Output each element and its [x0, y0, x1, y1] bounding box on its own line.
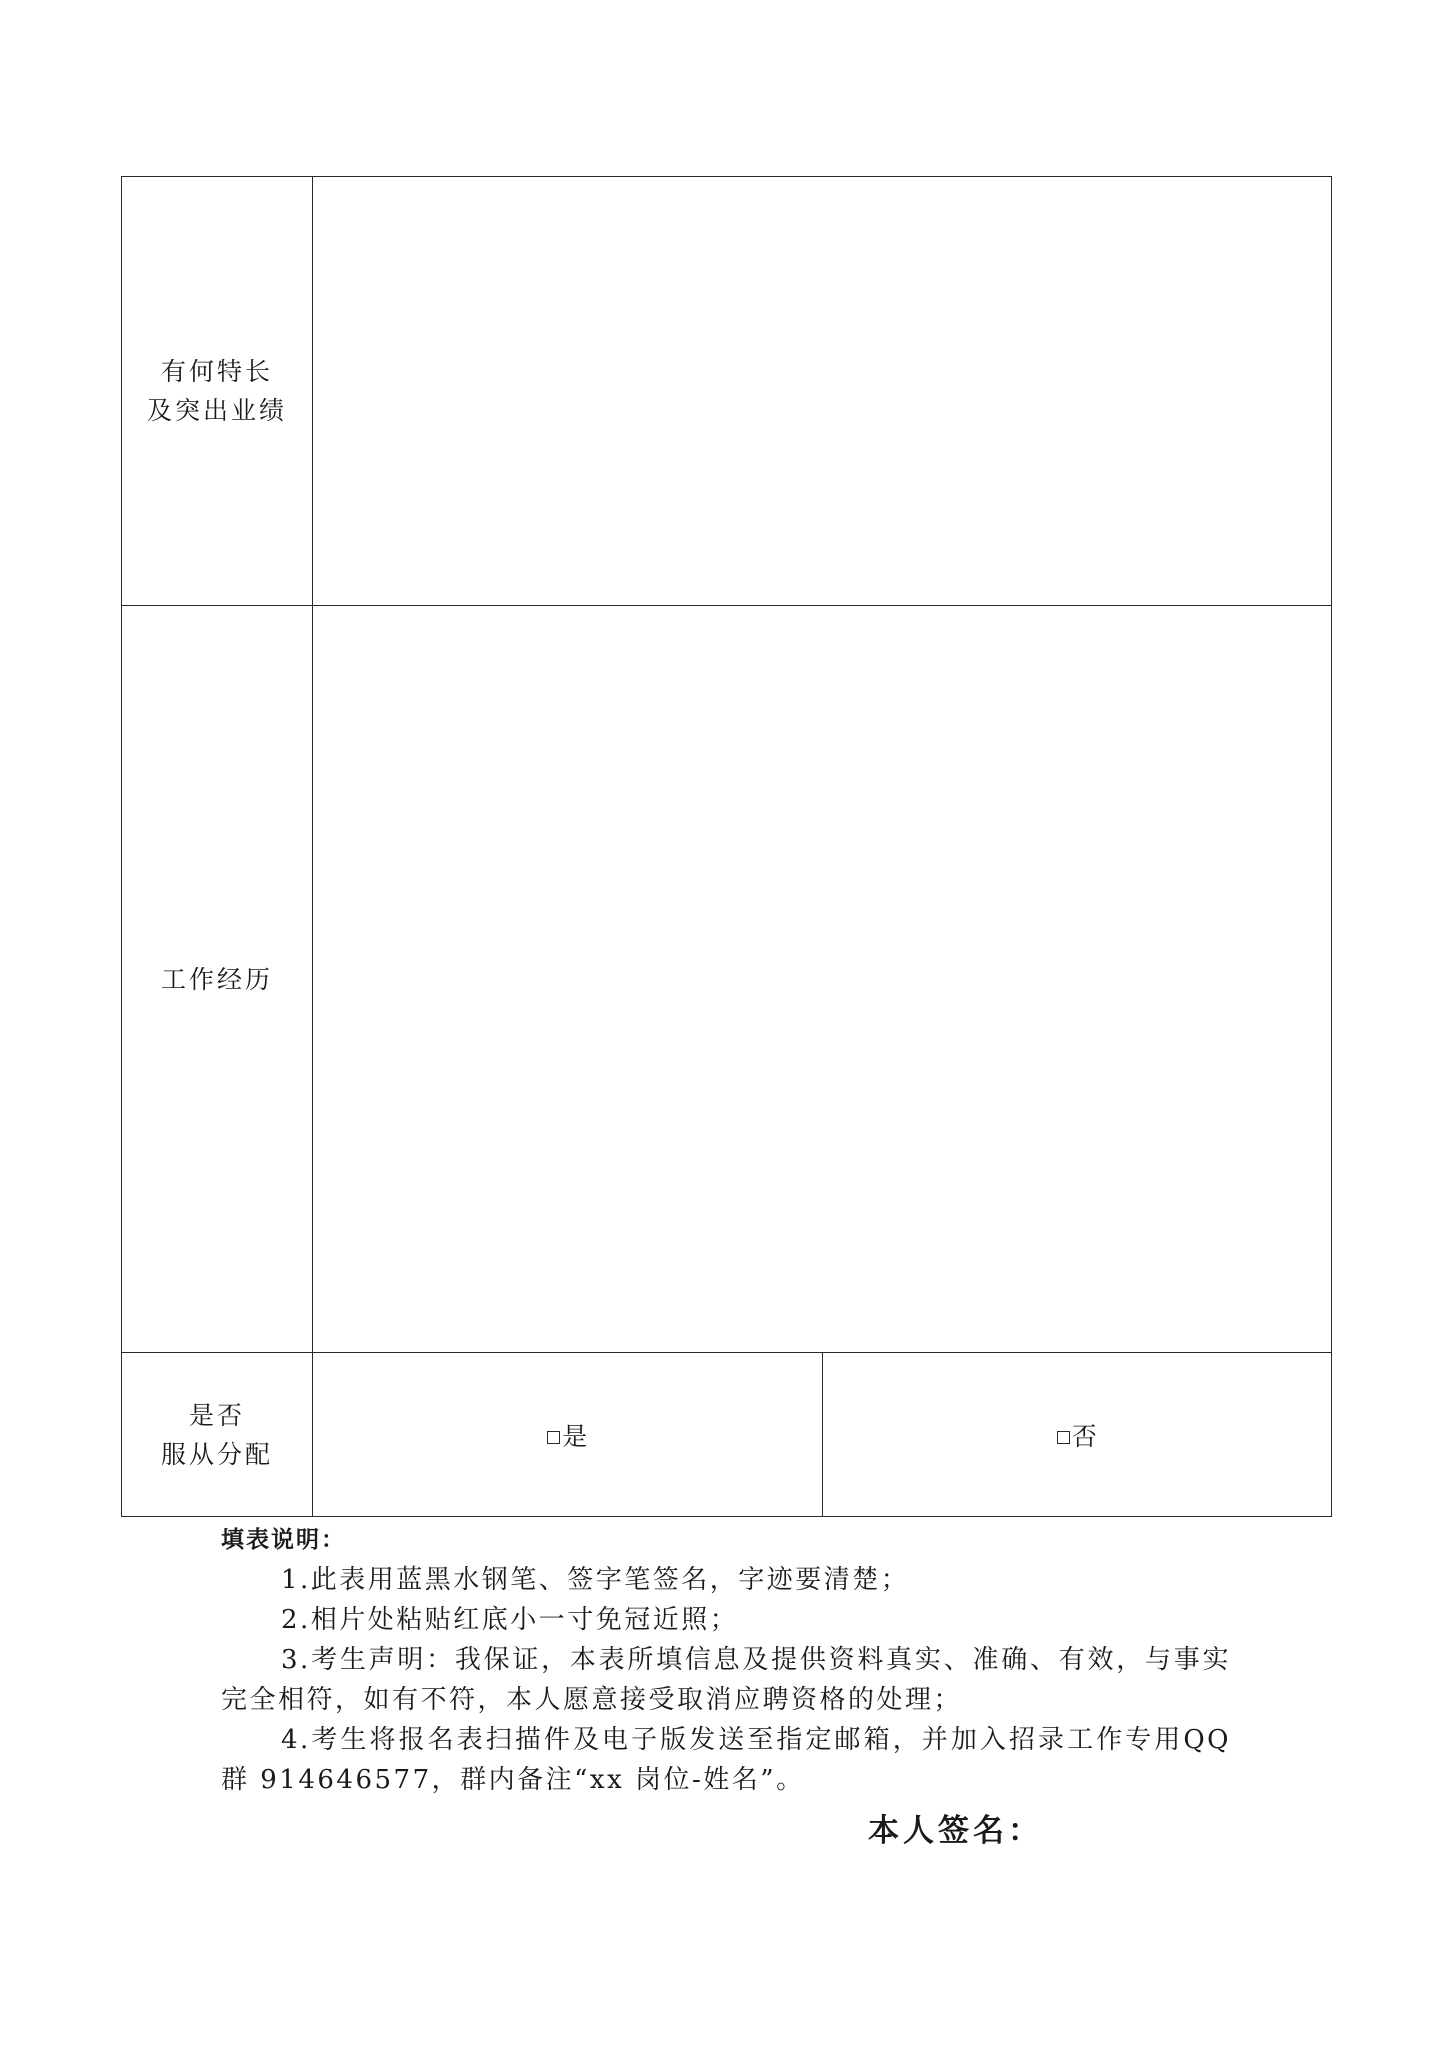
option-no-cell — [822, 1353, 1332, 1517]
instruction-item-2: 2.相片处粘贴红底小一寸免冠近照； — [281, 1605, 739, 1635]
work-experience-row — [122, 606, 1332, 1353]
instruction-item-3: 3.考生声明：我保证，本表所填信息及提供资料真实、准确、有效，与事实完全相符，如有不符，本人愿意接受取消应聘资格的处理； — [221, 1645, 1231, 1715]
assignment-label-line-1: 是否 — [188, 1400, 245, 1430]
instruction-item-1: 1.此表用蓝黑水钢笔、签字笔签名，字迹要清楚； — [281, 1565, 910, 1595]
work-experience-label-line-1: 工作经历 — [160, 964, 273, 994]
registration-form-table — [121, 176, 1332, 1517]
specialty-label-line-2: 及突出业绩 — [146, 396, 287, 425]
option-yes-checkbox[interactable] — [547, 1431, 560, 1444]
specialty-label — [122, 177, 313, 606]
option-no-checkbox[interactable] — [1057, 1431, 1070, 1444]
assignment-label-line-2: 服从分配 — [160, 1439, 273, 1469]
assignment-row — [122, 1353, 1332, 1517]
instruction-item-4: 4.考生将报名表扫描件及电子版发送至指定邮箱，并加入招录工作专用QQ群 914646577，群内备注“xx 岗位-姓名”。 — [221, 1725, 1231, 1795]
specialty-label-line-1: 有何特长 — [160, 357, 273, 386]
specialty-input-area[interactable] — [313, 177, 1332, 606]
option-no-label: 否 — [1071, 1421, 1097, 1451]
form-instructions — [221, 1520, 1231, 1800]
work-experience-input-area[interactable] — [313, 606, 1332, 1353]
work-experience-label — [122, 606, 313, 1353]
option-yes-cell — [313, 1353, 823, 1517]
option-yes-label: 是 — [562, 1421, 588, 1451]
instructions-title: 填表说明： — [221, 1527, 346, 1553]
signature-label: 本人签名： — [868, 1813, 1043, 1849]
specialty-row — [122, 177, 1332, 606]
assignment-label — [122, 1353, 313, 1517]
